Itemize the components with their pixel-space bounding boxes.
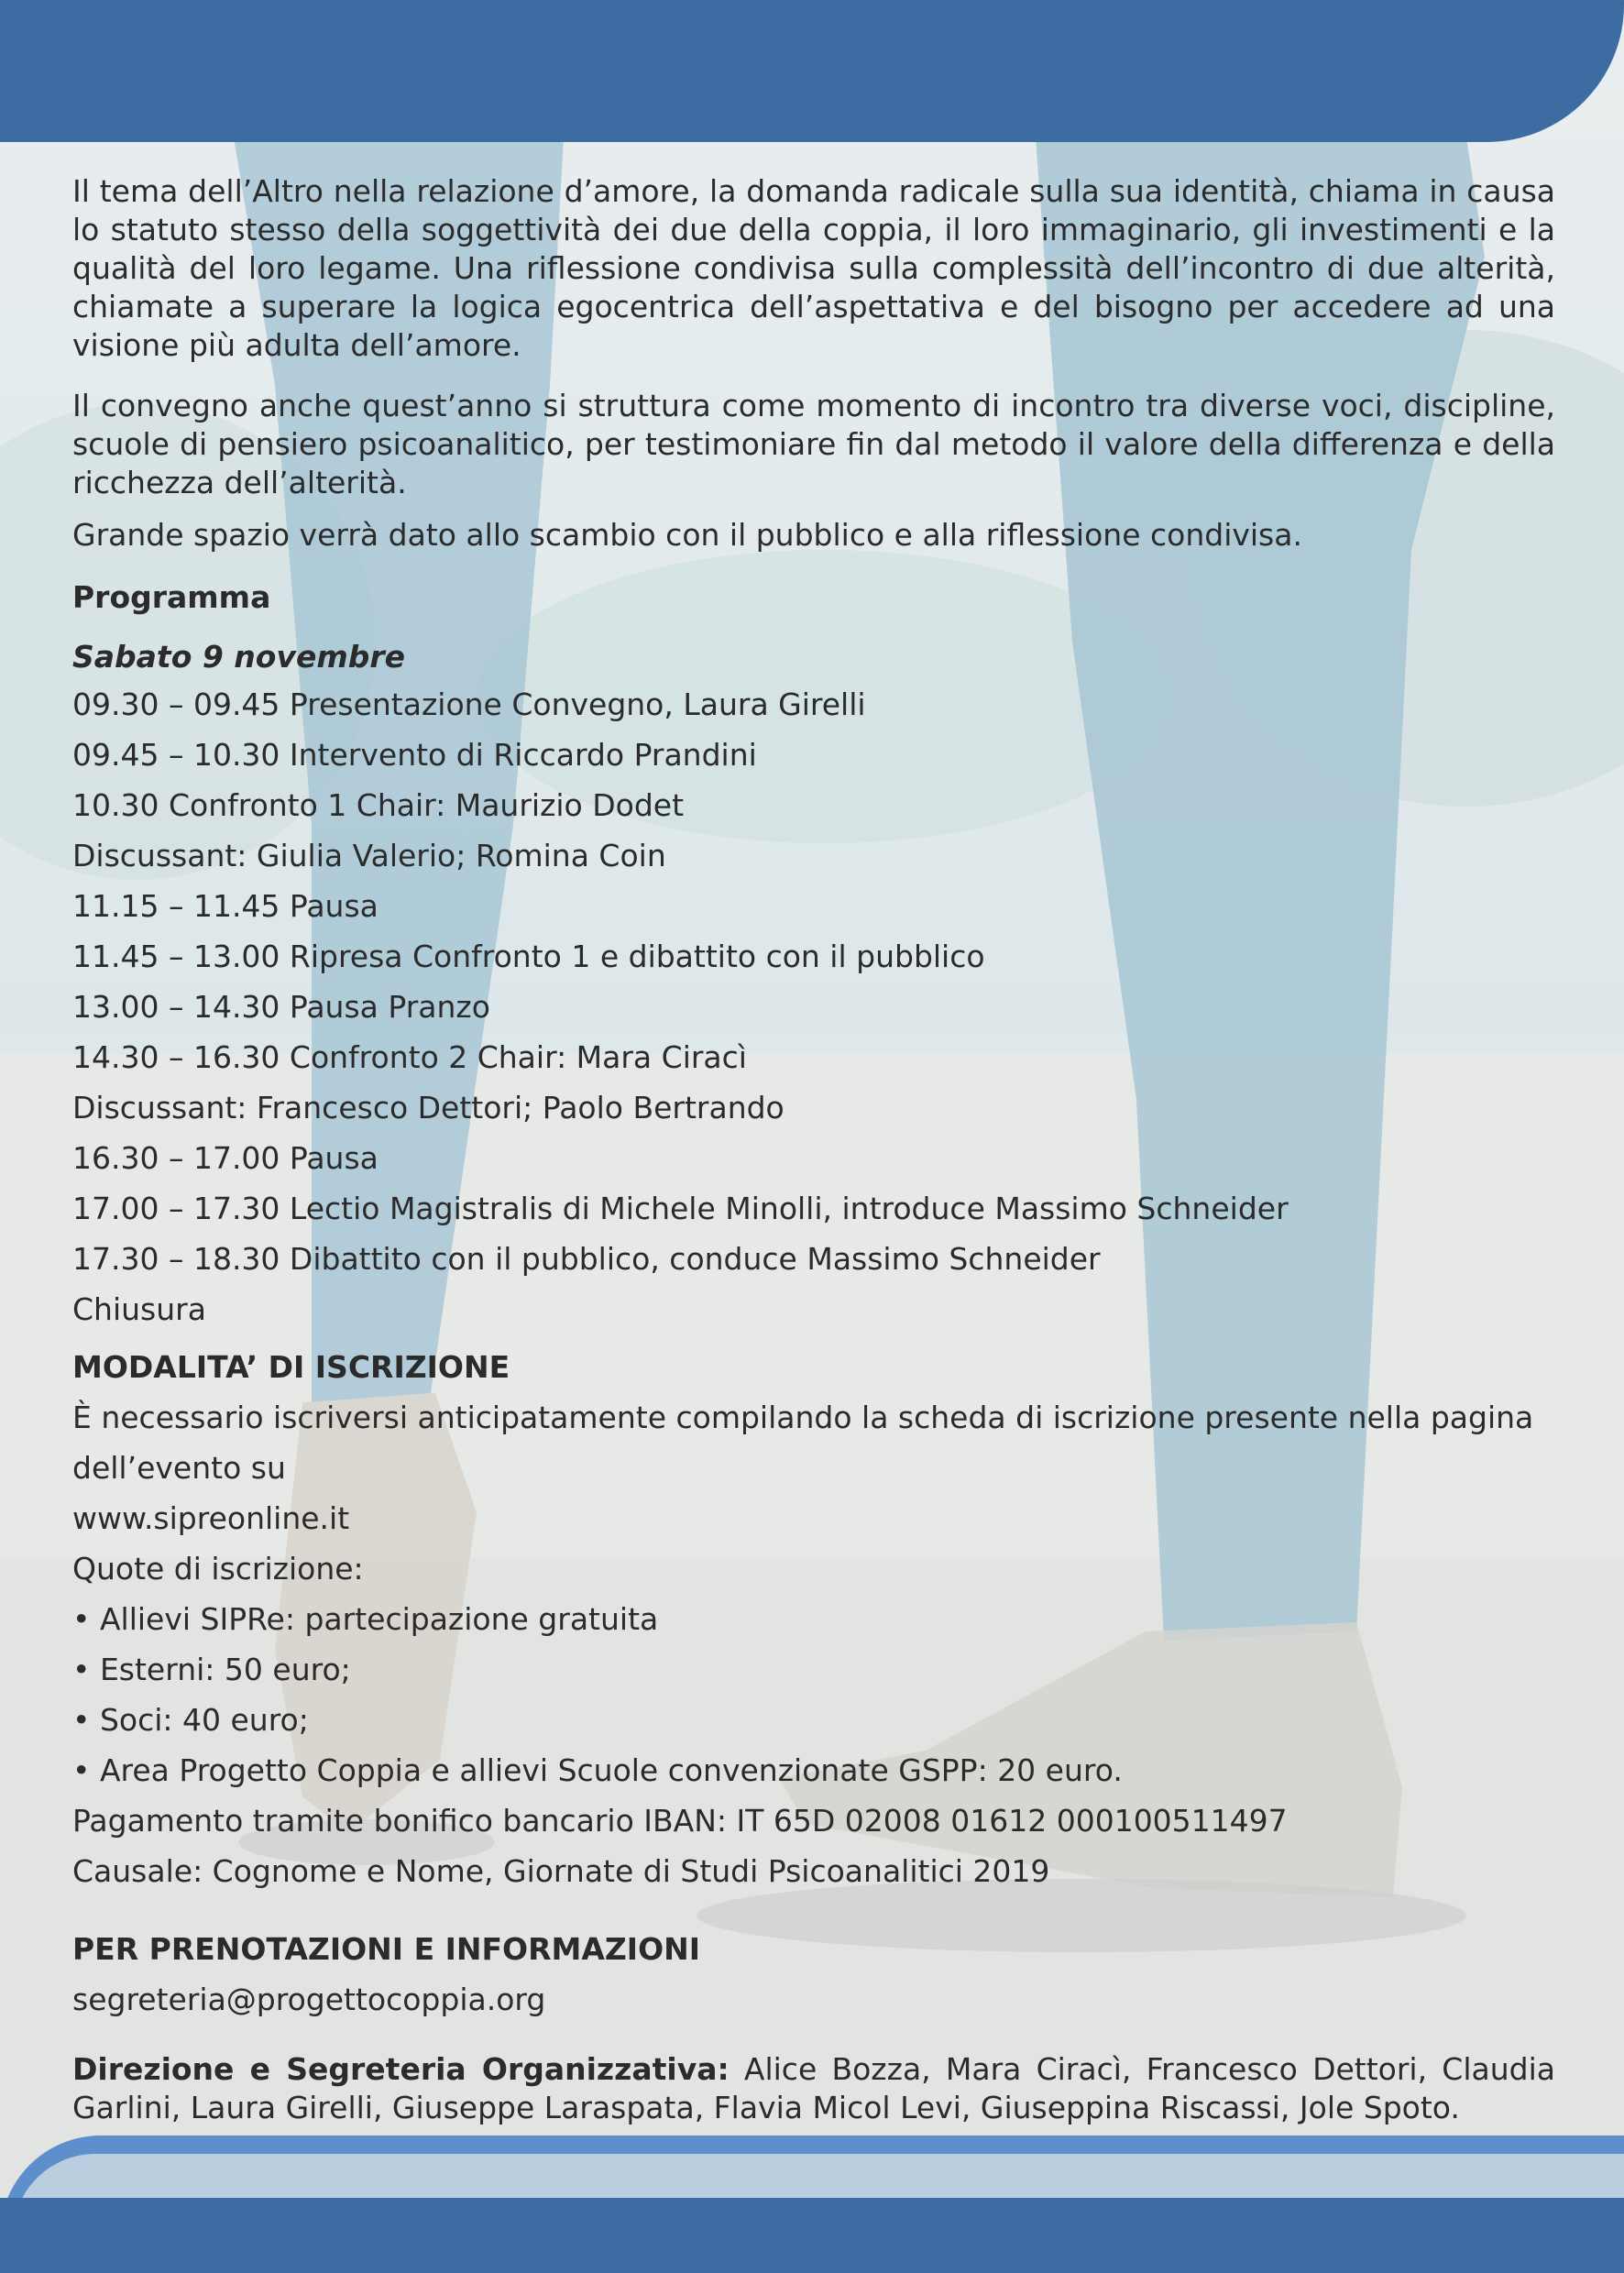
programme-item: 11.45 – 13.00 Ripresa Confronto 1 e dibattito con il pubblico xyxy=(72,939,985,974)
programme-item: 13.00 – 14.30 Pausa Pranzo xyxy=(72,989,490,1025)
programme-item: 09.45 – 10.30 Intervento di Riccardo Prandini xyxy=(72,737,757,773)
fee-item: • Soci: 40 euro; xyxy=(72,1702,309,1738)
programme-day: Sabato 9 novembre xyxy=(72,639,406,675)
page-content xyxy=(72,172,1555,2127)
registration-website-link[interactable]: www.sipreonline.it xyxy=(72,1500,350,1536)
top-header-band xyxy=(0,0,1624,142)
registration-line-1: È necessario iscriversi anticipatamente compilando la scheda di iscrizione presente nella pagina xyxy=(72,1400,1534,1435)
programme-item: 10.30 Confronto 1 Chair: Maurizio Dodet xyxy=(72,787,685,823)
programme-item: 16.30 – 17.00 Pausa xyxy=(72,1140,379,1176)
contact-email-link[interactable]: segreteria@progettocoppia.org xyxy=(72,1982,546,2017)
intro-paragraph-2: Il convegno anche quest’anno si struttura come momento di incontro tra diverse voci, discipline, scuole di pensiero psicoanalitico, per testimoniare fin dal metodo il valore della differenza e della ricchezza dell’alterità. xyxy=(72,388,1555,500)
payment-info: Pagamento tramite bonifico bancario IBAN: IT 65D 02008 01612 000100511497 xyxy=(72,1803,1288,1839)
programme-item: 17.00 – 17.30 Lectio Magistralis di Michele Minolli, introduce Massimo Schneider xyxy=(72,1191,1289,1226)
programme-item: Discussant: Giulia Valerio; Romina Coin xyxy=(72,838,666,873)
fee-item: • Esterni: 50 euro; xyxy=(72,1652,351,1687)
programme-item: 17.30 – 18.30 Dibattito con il pubblico, conduce Massimo Schneider xyxy=(72,1241,1101,1277)
intro-paragraph-1: Il tema dell’Altro nella relazione d’amore, la domanda radicale sulla sua identità, chiama in causa lo statuto stesso della soggettività dei due della coppia, il loro immaginario, gli investimenti e la qualità del loro legame. Una riflessione condivisa sulla complessità dell’incontro di due alterità, chiamate a superare la logica egocentrica dell’aspettativa e del bisogno per accedere ad una visione più adulta dell’amore. xyxy=(72,173,1555,363)
contacts-heading: PER PRENOTAZIONI E INFORMAZIONI xyxy=(72,1931,701,1967)
intro-paragraph-3: Grande spazio verrà dato allo scambio con il pubblico e alla riflessione condivisa. xyxy=(72,517,1302,553)
organization-credits xyxy=(72,2050,1555,2127)
bottom-band xyxy=(0,2198,1624,2273)
programme-heading: Programma xyxy=(72,579,271,615)
registration-heading: MODALITA’ DI ISCRIZIONE xyxy=(72,1349,510,1385)
programme-item: 09.30 – 09.45 Presentazione Convegno, Laura Girelli xyxy=(72,686,866,722)
registration-line-2: dell’evento su xyxy=(72,1450,286,1486)
organization-names: Alice Bozza, Mara Ciracì, Francesco Dettori, Claudia Garlini, Laura Girelli, Giuseppe Laraspata, Flavia Micol Levi, Giuseppina Riscassi, Jole Spoto. xyxy=(72,2051,1555,2125)
fees-label: Quote di iscrizione: xyxy=(72,1551,364,1587)
programme-list xyxy=(72,679,1555,1334)
fee-item: • Allievi SIPRe: partecipazione gratuita xyxy=(72,1601,659,1637)
programme-item: 11.15 – 11.45 Pausa xyxy=(72,888,379,924)
programme-item: 14.30 – 16.30 Confronto 2 Chair: Mara Ciracì xyxy=(72,1039,747,1075)
organization-label: Direzione e Segreteria Organizzativa: xyxy=(72,2051,730,2087)
programme-item: Chiusura xyxy=(72,1291,206,1327)
programme-item: Discussant: Francesco Dettori; Paolo Bertrando xyxy=(72,1090,785,1126)
payment-causale: Causale: Cognome e Nome, Giornate di Studi Psicoanalitici 2019 xyxy=(72,1853,1050,1889)
fee-item: • Area Progetto Coppia e allievi Scuole convenzionate GSPP: 20 euro. xyxy=(72,1752,1123,1788)
